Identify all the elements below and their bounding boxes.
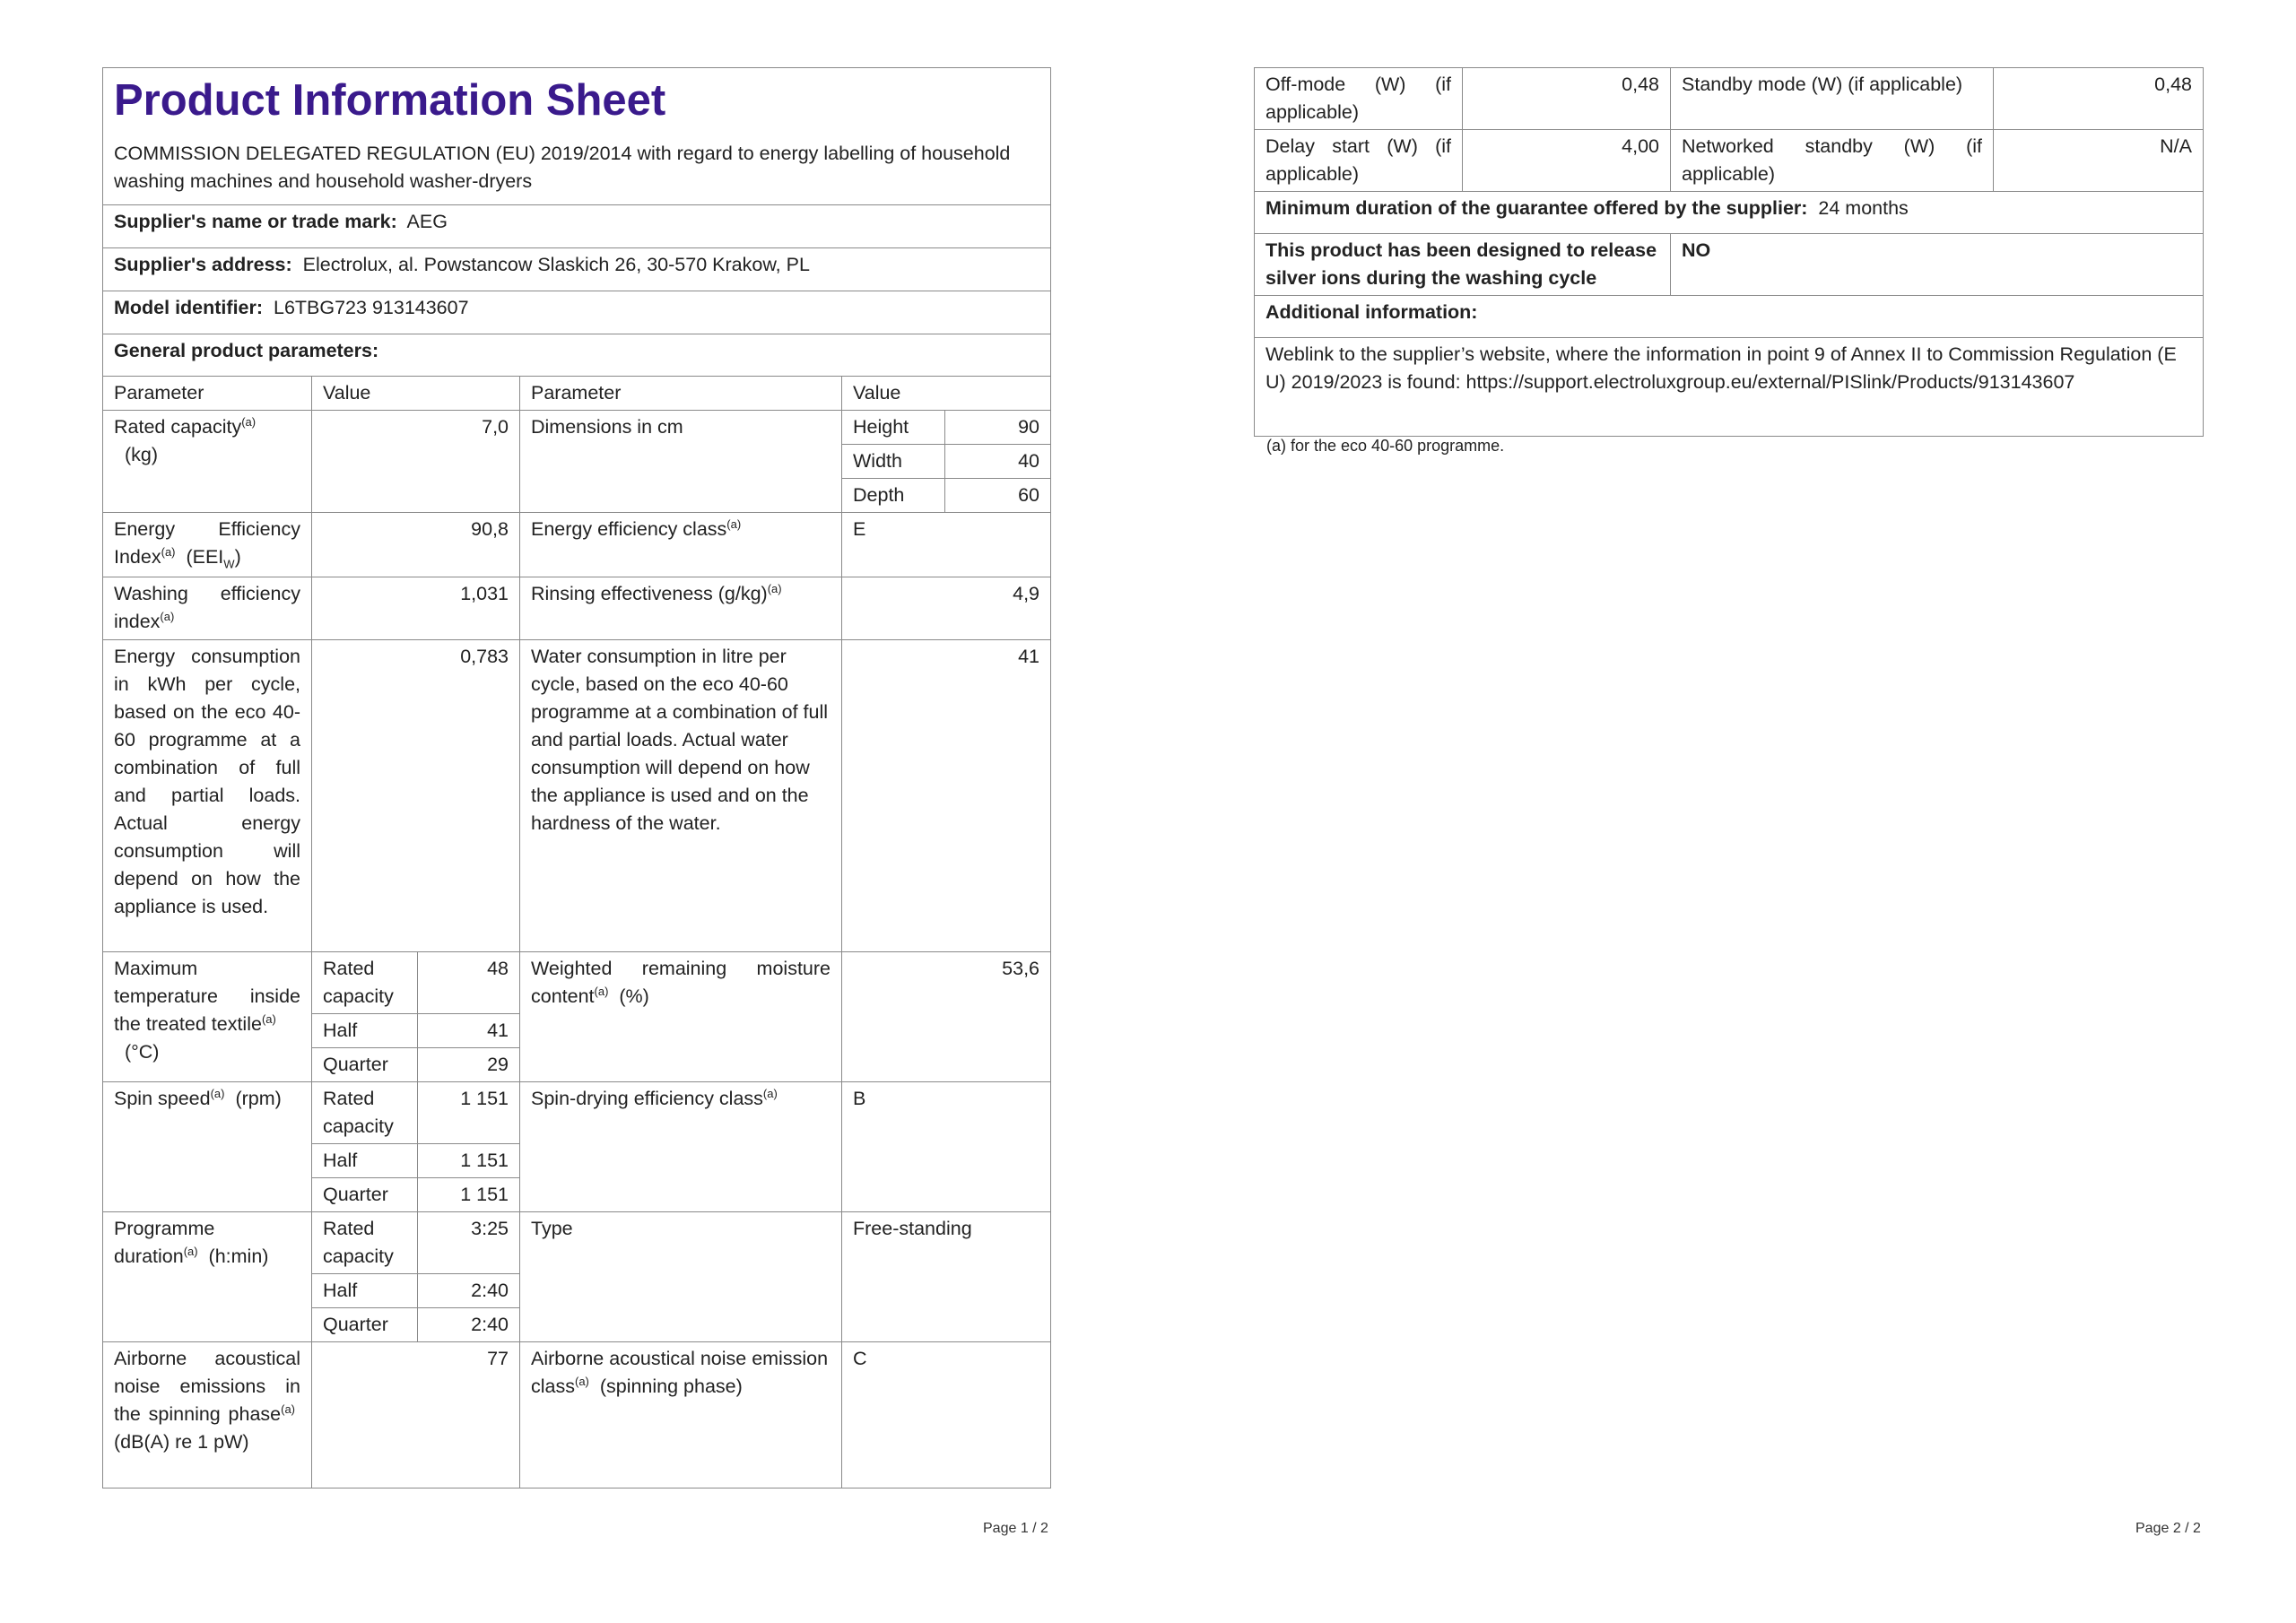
width-value: 40 (945, 445, 1051, 479)
general-params-row (103, 334, 1051, 377)
model-label: Model identifier: (114, 297, 264, 318)
supplier-address-row (103, 248, 1051, 291)
networked-standby-label: Networked standby (W) (if applicable) (1671, 130, 1994, 192)
supplier-address-label: Supplier's address: (114, 254, 292, 275)
max-temp-quarter-value: 29 (418, 1048, 520, 1082)
energy-class-value: E (842, 513, 1051, 577)
width-label: Width (842, 445, 945, 479)
guarantee-value: 24 months (1818, 197, 1909, 219)
col-header-value-2: Value (842, 377, 1051, 411)
energy-class-label: Energy efficiency class$^{(a)}$ (520, 513, 842, 577)
general-params-header: General product parameters: (114, 340, 379, 361)
duration-half-value: 2:40 (418, 1274, 520, 1308)
max-temp-rated-value: 48 (418, 952, 520, 1014)
standby-value: 0,48 (1994, 68, 2204, 130)
silver-label: This product has been designed to release silver ions during the washing cycle (1265, 239, 1657, 289)
duration-rated-label: Rated capacity (312, 1212, 418, 1274)
eei-label: Energy Efficiency Index$^{(a)}$ $(EEI_W)$ (103, 513, 312, 577)
max-temp-half-value: 41 (418, 1014, 520, 1048)
supplier-name-row (103, 205, 1051, 248)
off-mode-value: 0,48 (1463, 68, 1671, 130)
max-temp-label: Maximum temperature inside the treated textile$^{(a)}$ (°C) (103, 952, 312, 1082)
moisture-label: Weighted remaining moisture content$^{(a)}$ (%) (520, 952, 842, 1082)
supplier-name-value: AEG (406, 211, 448, 232)
depth-value: 60 (945, 479, 1051, 513)
regulation-subtitle: COMMISSION DELEGATED REGULATION (EU) 2019/2014 with regard to energy labelling of household washing machines and household washer-dryers (114, 143, 1011, 192)
silver-value-cell (1671, 234, 2204, 296)
rated-capacity-value: 7,0 (312, 411, 520, 513)
duration-rated-value: 3:25 (418, 1212, 520, 1274)
silver-value: NO (1682, 239, 1711, 261)
rinsing-value: 4,9 (842, 577, 1051, 640)
washing-eff-value: 1,031 (312, 577, 520, 640)
col-header-value: Value (312, 377, 520, 411)
max-temp-quarter-label: Quarter (312, 1048, 418, 1082)
supplier-address-value: Electrolux, al. Powstancow Slaskich 26, 30-570 Krakow, PL (302, 254, 810, 275)
dimensions-label: Dimensions in cm (520, 411, 842, 513)
height-value: 90 (945, 411, 1051, 445)
page-title: Product Information Sheet (114, 76, 666, 125)
product-info-table (102, 67, 1051, 1488)
weblink-cell: Weblink to the supplier’s website, where the information in point 9 of Annex II to Commission Regulation (EU) 2019/2023 is found: https://support.electroluxgroup.eu/external/PISlink/Products/913143607 (1255, 338, 2204, 437)
eei-value: 90,8 (312, 513, 520, 577)
guarantee-row (1255, 192, 2204, 234)
duration-label: Programme duration$^{(a)}$ (h:min) (103, 1212, 312, 1342)
spin-rated-label: Rated capacity (312, 1082, 418, 1144)
col-header-parameter: Parameter (103, 377, 312, 411)
duration-quarter-label: Quarter (312, 1308, 418, 1342)
noise-label: Airborne acoustical noise emissions in the spinning phase$^{(a)}$ (dB(A) re 1 pW) (103, 1342, 312, 1488)
spin-half-label: Half (312, 1144, 418, 1178)
type-label: Type (520, 1212, 842, 1342)
noise-class-value: C (842, 1342, 1051, 1488)
type-value: Free-standing (842, 1212, 1051, 1342)
additional-info-row (1255, 296, 2204, 338)
delay-start-label: Delay start (W) (if applicable) (1255, 130, 1463, 192)
duration-half-label: Half (312, 1274, 418, 1308)
height-label: Height (842, 411, 945, 445)
spin-quarter-label: Quarter (312, 1178, 418, 1212)
guarantee-label: Minimum duration of the guarantee offered by the supplier: (1265, 197, 1808, 219)
max-temp-half-label: Half (312, 1014, 418, 1048)
moisture-value: 53,6 (842, 952, 1051, 1082)
water-consumption-value: 41 (842, 640, 1051, 952)
rinsing-label: Rinsing effectiveness $(g/kg)^{(a)}$ (520, 577, 842, 640)
depth-label: Depth (842, 479, 945, 513)
additional-info-label: Additional information: (1265, 301, 1478, 323)
header-cell (103, 68, 1051, 205)
supplier-name-label: Supplier's name or trade mark: (114, 211, 397, 232)
standby-label: Standby mode (W) (if applicable) (1671, 68, 1994, 130)
footnote: (a) for the eco 40-60 programme. (1266, 437, 1505, 455)
col-header-parameter-2: Parameter (520, 377, 842, 411)
page-footer-2: Page 2 / 2 (2135, 1521, 2201, 1536)
spin-speed-label: Spin speed$^{(a)}$ (rpm) (103, 1082, 312, 1212)
spin-class-label: Spin-drying efficiency class$^{(a)}$ (520, 1082, 842, 1212)
energy-consumption-label: Energy consumption in kWh per cycle, based on the eco 40-60 programme at a combination of full and partial loads. Actual energy consumption will depend on how the appliance is used. (103, 640, 312, 952)
off-mode-label: Off-mode (W) (if applicable) (1255, 68, 1463, 130)
model-row (103, 291, 1051, 334)
noise-value: 77 (312, 1342, 520, 1488)
noise-class-label: Airborne acoustical noise emission class$^{(a)}$ (spinning phase) (520, 1342, 842, 1488)
silver-label-cell (1255, 234, 1671, 296)
washing-eff-label: Washing efficiency index$^{(a)}$ (103, 577, 312, 640)
delay-start-value: 4,00 (1463, 130, 1671, 192)
max-temp-rated-label: Rated capacity (312, 952, 418, 1014)
duration-quarter-value: 2:40 (418, 1308, 520, 1342)
networked-standby-value: N/A (1994, 130, 2204, 192)
product-info-table-page-2 (1254, 67, 2204, 437)
spin-half-value: 1 151 (418, 1144, 520, 1178)
rated-capacity-label: Rated capacity$^{(a)}$ (kg) (103, 411, 312, 513)
page-footer-1: Page 1 / 2 (983, 1521, 1048, 1536)
spin-quarter-value: 1 151 (418, 1178, 520, 1212)
spin-rated-value: 1 151 (418, 1082, 520, 1144)
energy-consumption-value: 0,783 (312, 640, 520, 952)
spin-class-value: B (842, 1082, 1051, 1212)
model-value: L6TBG723 913143607 (273, 297, 469, 318)
water-consumption-label: Water consumption in litre per cycle, based on the eco 40-60 programme at a combination of full and partial loads. Actual water consumption will depend on how the appliance is used and on the hardness of the water. (520, 640, 842, 952)
